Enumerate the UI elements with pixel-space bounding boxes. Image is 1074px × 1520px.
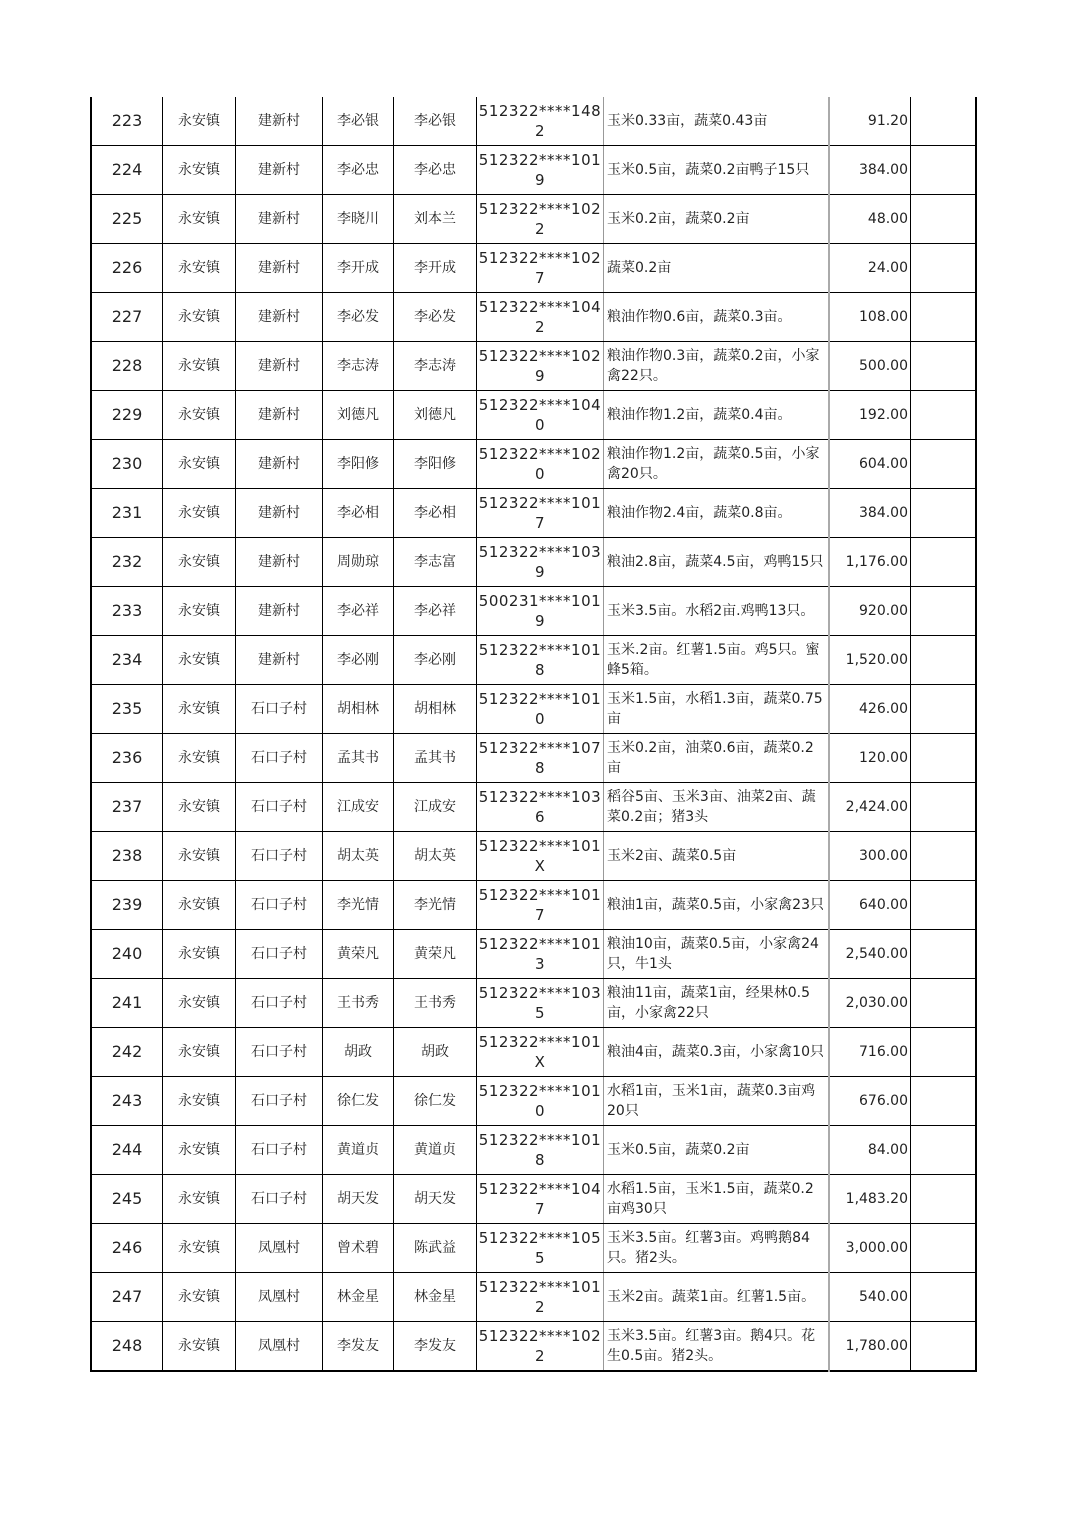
id-number-cell: 512322****1010 <box>477 1077 604 1126</box>
household-head-cell: 李必银 <box>394 97 477 146</box>
village-cell: 石口子村 <box>236 881 323 930</box>
town-cell: 永安镇 <box>163 1077 236 1126</box>
id-number-cell: 512322****1010 <box>477 685 604 734</box>
row-number: 233 <box>91 587 163 636</box>
town-cell: 永安镇 <box>163 881 236 930</box>
blank-cell <box>911 587 977 636</box>
village-cell: 建新村 <box>236 146 323 195</box>
town-cell: 永安镇 <box>163 489 236 538</box>
amount-cell: 84.00 <box>829 1126 911 1175</box>
village-cell: 石口子村 <box>236 979 323 1028</box>
row-number: 236 <box>91 734 163 783</box>
table-row <box>91 1126 976 1175</box>
row-number: 246 <box>91 1224 163 1273</box>
name-cell: 李志涛 <box>323 342 394 391</box>
household-head-cell: 陈武益 <box>394 1224 477 1273</box>
town-cell: 永安镇 <box>163 146 236 195</box>
name-cell: 胡天发 <box>323 1175 394 1224</box>
blank-cell <box>911 1322 977 1372</box>
id-number-cell: 512322****1018 <box>477 1126 604 1175</box>
id-number-cell: 512322****101X <box>477 1028 604 1077</box>
village-cell: 建新村 <box>236 538 323 587</box>
amount-cell: 1,483.20 <box>829 1175 911 1224</box>
amount-cell: 676.00 <box>829 1077 911 1126</box>
description-cell: 玉米2亩。蔬菜1亩。红薯1.5亩。 <box>604 1273 830 1322</box>
name-cell: 李必银 <box>323 97 394 146</box>
blank-cell <box>911 783 977 832</box>
household-head-cell: 胡相林 <box>394 685 477 734</box>
table-row <box>91 1322 976 1372</box>
name-cell: 李晓川 <box>323 195 394 244</box>
description-cell: 玉米1.5亩，水稻1.3亩，蔬菜0.75亩 <box>604 685 830 734</box>
row-number: 226 <box>91 244 163 293</box>
id-number-cell: 500231****1019 <box>477 587 604 636</box>
name-cell: 李发友 <box>323 1322 394 1372</box>
blank-cell <box>911 244 977 293</box>
household-head-cell: 李必刚 <box>394 636 477 685</box>
village-cell: 石口子村 <box>236 930 323 979</box>
blank-cell <box>911 538 977 587</box>
household-head-cell: 孟其书 <box>394 734 477 783</box>
village-cell: 石口子村 <box>236 1028 323 1077</box>
name-cell: 李必相 <box>323 489 394 538</box>
village-cell: 石口子村 <box>236 783 323 832</box>
table-row <box>91 489 976 538</box>
amount-cell: 2,424.00 <box>829 783 911 832</box>
description-cell: 水稻1.5亩，玉米1.5亩，蔬菜0.2亩鸡30只 <box>604 1175 830 1224</box>
village-cell: 建新村 <box>236 342 323 391</box>
village-cell: 建新村 <box>236 244 323 293</box>
row-number: 225 <box>91 195 163 244</box>
id-number-cell: 512322****1040 <box>477 391 604 440</box>
row-number: 235 <box>91 685 163 734</box>
town-cell: 永安镇 <box>163 1224 236 1273</box>
table-row <box>91 587 976 636</box>
row-number: 241 <box>91 979 163 1028</box>
id-number-cell: 512322****1017 <box>477 881 604 930</box>
description-cell: 水稻1亩，玉米1亩，蔬菜0.3亩鸡20只 <box>604 1077 830 1126</box>
table-row <box>91 1077 976 1126</box>
row-number: 243 <box>91 1077 163 1126</box>
village-cell: 建新村 <box>236 195 323 244</box>
description-cell: 粮油10亩，蔬菜0.5亩，小家禽24只，牛1头 <box>604 930 830 979</box>
table-row <box>91 685 976 734</box>
table-row <box>91 293 976 342</box>
table-row <box>91 832 976 881</box>
amount-cell: 3,000.00 <box>829 1224 911 1273</box>
blank-cell <box>911 1028 977 1077</box>
village-cell: 石口子村 <box>236 685 323 734</box>
id-number-cell: 512322****1027 <box>477 244 604 293</box>
row-number: 231 <box>91 489 163 538</box>
town-cell: 永安镇 <box>163 930 236 979</box>
table-row <box>91 244 976 293</box>
table-row <box>91 1175 976 1224</box>
id-number-cell: 512322****1042 <box>477 293 604 342</box>
row-number: 230 <box>91 440 163 489</box>
id-number-cell: 512322****1022 <box>477 195 604 244</box>
village-cell: 建新村 <box>236 440 323 489</box>
name-cell: 李必忠 <box>323 146 394 195</box>
village-cell: 建新村 <box>236 293 323 342</box>
amount-cell: 1,176.00 <box>829 538 911 587</box>
household-head-cell: 刘德凡 <box>394 391 477 440</box>
town-cell: 永安镇 <box>163 538 236 587</box>
id-number-cell: 512322****1035 <box>477 979 604 1028</box>
household-head-cell: 李必相 <box>394 489 477 538</box>
row-number: 224 <box>91 146 163 195</box>
table-row <box>91 881 976 930</box>
name-cell: 孟其书 <box>323 734 394 783</box>
household-head-cell: 李必发 <box>394 293 477 342</box>
name-cell: 江成安 <box>323 783 394 832</box>
amount-cell: 2,030.00 <box>829 979 911 1028</box>
name-cell: 李必刚 <box>323 636 394 685</box>
blank-cell <box>911 636 977 685</box>
town-cell: 永安镇 <box>163 1175 236 1224</box>
id-number-cell: 512322****1020 <box>477 440 604 489</box>
row-number: 227 <box>91 293 163 342</box>
blank-cell <box>911 391 977 440</box>
blank-cell <box>911 1175 977 1224</box>
amount-cell: 120.00 <box>829 734 911 783</box>
table-row <box>91 97 976 146</box>
name-cell: 李必祥 <box>323 587 394 636</box>
row-number: 237 <box>91 783 163 832</box>
name-cell: 胡太英 <box>323 832 394 881</box>
household-head-cell: 胡太英 <box>394 832 477 881</box>
row-number: 247 <box>91 1273 163 1322</box>
blank-cell <box>911 930 977 979</box>
subsidy-table <box>90 97 977 1372</box>
household-head-cell: 刘本兰 <box>394 195 477 244</box>
description-cell: 蔬菜0.2亩 <box>604 244 830 293</box>
table-row <box>91 195 976 244</box>
town-cell: 永安镇 <box>163 783 236 832</box>
household-head-cell: 李阳修 <box>394 440 477 489</box>
household-head-cell: 李发友 <box>394 1322 477 1372</box>
village-cell: 凤凰村 <box>236 1322 323 1372</box>
table-row <box>91 1028 976 1077</box>
row-number: 223 <box>91 97 163 146</box>
description-cell: 粮油作物0.3亩，蔬菜0.2亩，小家禽22只。 <box>604 342 830 391</box>
amount-cell: 716.00 <box>829 1028 911 1077</box>
table-row <box>91 1224 976 1273</box>
description-cell: 玉米0.5亩，蔬菜0.2亩 <box>604 1126 830 1175</box>
name-cell: 李开成 <box>323 244 394 293</box>
town-cell: 永安镇 <box>163 440 236 489</box>
row-number: 244 <box>91 1126 163 1175</box>
row-number: 229 <box>91 391 163 440</box>
name-cell: 周勋琼 <box>323 538 394 587</box>
amount-cell: 384.00 <box>829 146 911 195</box>
table-row <box>91 538 976 587</box>
town-cell: 永安镇 <box>163 391 236 440</box>
amount-cell: 192.00 <box>829 391 911 440</box>
household-head-cell: 李开成 <box>394 244 477 293</box>
amount-cell: 640.00 <box>829 881 911 930</box>
description-cell: 粮油2.8亩，蔬菜4.5亩，鸡鸭15只 <box>604 538 830 587</box>
village-cell: 建新村 <box>236 587 323 636</box>
table-body <box>91 97 976 1371</box>
amount-cell: 300.00 <box>829 832 911 881</box>
description-cell: 玉米0.33亩，蔬菜0.43亩 <box>604 97 830 146</box>
description-cell: 粮油4亩，蔬菜0.3亩，小家禽10只 <box>604 1028 830 1077</box>
town-cell: 永安镇 <box>163 1322 236 1372</box>
town-cell: 永安镇 <box>163 97 236 146</box>
description-cell: 玉米3.5亩。水稻2亩.鸡鸭13只。 <box>604 587 830 636</box>
household-head-cell: 林金星 <box>394 1273 477 1322</box>
id-number-cell: 512322****1047 <box>477 1175 604 1224</box>
amount-cell: 91.20 <box>829 97 911 146</box>
row-number: 228 <box>91 342 163 391</box>
household-head-cell: 江成安 <box>394 783 477 832</box>
town-cell: 永安镇 <box>163 1273 236 1322</box>
name-cell: 刘德凡 <box>323 391 394 440</box>
blank-cell <box>911 734 977 783</box>
row-number: 240 <box>91 930 163 979</box>
table-row <box>91 734 976 783</box>
name-cell: 徐仁发 <box>323 1077 394 1126</box>
description-cell: 玉米0.2亩，油菜0.6亩，蔬菜0.2亩 <box>604 734 830 783</box>
id-number-cell: 512322****1078 <box>477 734 604 783</box>
row-number: 239 <box>91 881 163 930</box>
blank-cell <box>911 1224 977 1273</box>
household-head-cell: 胡政 <box>394 1028 477 1077</box>
row-number: 245 <box>91 1175 163 1224</box>
id-number-cell: 512322****1036 <box>477 783 604 832</box>
table-row <box>91 391 976 440</box>
amount-cell: 500.00 <box>829 342 911 391</box>
id-number-cell: 512322****1018 <box>477 636 604 685</box>
row-number: 242 <box>91 1028 163 1077</box>
amount-cell: 426.00 <box>829 685 911 734</box>
household-head-cell: 胡天发 <box>394 1175 477 1224</box>
town-cell: 永安镇 <box>163 293 236 342</box>
description-cell: 玉米.2亩。红薯1.5亩。鸡5只。蜜蜂5箱。 <box>604 636 830 685</box>
description-cell: 玉米2亩、蔬菜0.5亩 <box>604 832 830 881</box>
description-cell: 玉米0.2亩，蔬菜0.2亩 <box>604 195 830 244</box>
id-number-cell: 512322****1017 <box>477 489 604 538</box>
household-head-cell: 王书秀 <box>394 979 477 1028</box>
village-cell: 凤凰村 <box>236 1224 323 1273</box>
id-number-cell: 512322****1039 <box>477 538 604 587</box>
town-cell: 永安镇 <box>163 1028 236 1077</box>
village-cell: 凤凰村 <box>236 1273 323 1322</box>
description-cell: 稻谷5亩、玉米3亩、油菜2亩、蔬菜0.2亩；猪3头 <box>604 783 830 832</box>
amount-cell: 2,540.00 <box>829 930 911 979</box>
description-cell: 粮油作物0.6亩，蔬菜0.3亩。 <box>604 293 830 342</box>
town-cell: 永安镇 <box>163 832 236 881</box>
description-cell: 玉米3.5亩。红薯3亩。鹅4只。花生0.5亩。猪2头。 <box>604 1322 830 1372</box>
amount-cell: 24.00 <box>829 244 911 293</box>
blank-cell <box>911 146 977 195</box>
blank-cell <box>911 979 977 1028</box>
village-cell: 石口子村 <box>236 1077 323 1126</box>
name-cell: 李阳修 <box>323 440 394 489</box>
amount-cell: 540.00 <box>829 1273 911 1322</box>
id-number-cell: 512322****1022 <box>477 1322 604 1372</box>
town-cell: 永安镇 <box>163 685 236 734</box>
village-cell: 石口子村 <box>236 1175 323 1224</box>
id-number-cell: 512322****1029 <box>477 342 604 391</box>
name-cell: 林金星 <box>323 1273 394 1322</box>
town-cell: 永安镇 <box>163 979 236 1028</box>
household-head-cell: 李必忠 <box>394 146 477 195</box>
name-cell: 曾术碧 <box>323 1224 394 1273</box>
description-cell: 粮油1亩，蔬菜0.5亩，小家禽23只 <box>604 881 830 930</box>
village-cell: 建新村 <box>236 97 323 146</box>
village-cell: 石口子村 <box>236 734 323 783</box>
description-cell: 玉米0.5亩，蔬菜0.2亩鸭子15只 <box>604 146 830 195</box>
name-cell: 胡相林 <box>323 685 394 734</box>
description-cell: 玉米3.5亩。红薯3亩。鸡鸭鹅84只。猪2头。 <box>604 1224 830 1273</box>
name-cell: 胡政 <box>323 1028 394 1077</box>
amount-cell: 384.00 <box>829 489 911 538</box>
amount-cell: 1,520.00 <box>829 636 911 685</box>
town-cell: 永安镇 <box>163 244 236 293</box>
row-number: 238 <box>91 832 163 881</box>
id-number-cell: 512322****1055 <box>477 1224 604 1273</box>
blank-cell <box>911 489 977 538</box>
household-head-cell: 黄荣凡 <box>394 930 477 979</box>
town-cell: 永安镇 <box>163 636 236 685</box>
row-number: 248 <box>91 1322 163 1372</box>
blank-cell <box>911 342 977 391</box>
town-cell: 永安镇 <box>163 734 236 783</box>
blank-cell <box>911 881 977 930</box>
amount-cell: 1,780.00 <box>829 1322 911 1372</box>
household-head-cell: 黄道贞 <box>394 1126 477 1175</box>
table-row <box>91 783 976 832</box>
amount-cell: 48.00 <box>829 195 911 244</box>
id-number-cell: 512322****1019 <box>477 146 604 195</box>
name-cell: 黄道贞 <box>323 1126 394 1175</box>
blank-cell <box>911 97 977 146</box>
id-number-cell: 512322****1012 <box>477 1273 604 1322</box>
table-row <box>91 342 976 391</box>
blank-cell <box>911 685 977 734</box>
table-row <box>91 979 976 1028</box>
town-cell: 永安镇 <box>163 342 236 391</box>
name-cell: 李必发 <box>323 293 394 342</box>
amount-cell: 604.00 <box>829 440 911 489</box>
name-cell: 李光情 <box>323 881 394 930</box>
household-head-cell: 李光情 <box>394 881 477 930</box>
village-cell: 建新村 <box>236 636 323 685</box>
blank-cell <box>911 1273 977 1322</box>
village-cell: 建新村 <box>236 489 323 538</box>
blank-cell <box>911 195 977 244</box>
table-row <box>91 146 976 195</box>
amount-cell: 108.00 <box>829 293 911 342</box>
table-row <box>91 930 976 979</box>
blank-cell <box>911 1126 977 1175</box>
amount-cell: 920.00 <box>829 587 911 636</box>
table-row <box>91 1273 976 1322</box>
description-cell: 粮油作物1.2亩，蔬菜0.4亩。 <box>604 391 830 440</box>
household-head-cell: 徐仁发 <box>394 1077 477 1126</box>
household-head-cell: 李必祥 <box>394 587 477 636</box>
description-cell: 粮油作物2.4亩，蔬菜0.8亩。 <box>604 489 830 538</box>
id-number-cell: 512322****1482 <box>477 97 604 146</box>
row-number: 234 <box>91 636 163 685</box>
blank-cell <box>911 1077 977 1126</box>
household-head-cell: 李志富 <box>394 538 477 587</box>
town-cell: 永安镇 <box>163 1126 236 1175</box>
table-row <box>91 440 976 489</box>
town-cell: 永安镇 <box>163 587 236 636</box>
blank-cell <box>911 440 977 489</box>
description-cell: 粮油11亩，蔬菜1亩，经果林0.5亩，小家禽22只 <box>604 979 830 1028</box>
household-head-cell: 李志涛 <box>394 342 477 391</box>
id-number-cell: 512322****101X <box>477 832 604 881</box>
town-cell: 永安镇 <box>163 195 236 244</box>
id-number-cell: 512322****1013 <box>477 930 604 979</box>
village-cell: 石口子村 <box>236 1126 323 1175</box>
village-cell: 建新村 <box>236 391 323 440</box>
blank-cell <box>911 293 977 342</box>
name-cell: 黄荣凡 <box>323 930 394 979</box>
blank-cell <box>911 832 977 881</box>
row-number: 232 <box>91 538 163 587</box>
village-cell: 石口子村 <box>236 832 323 881</box>
table-row <box>91 636 976 685</box>
name-cell: 王书秀 <box>323 979 394 1028</box>
description-cell: 粮油作物1.2亩，蔬菜0.5亩，小家禽20只。 <box>604 440 830 489</box>
